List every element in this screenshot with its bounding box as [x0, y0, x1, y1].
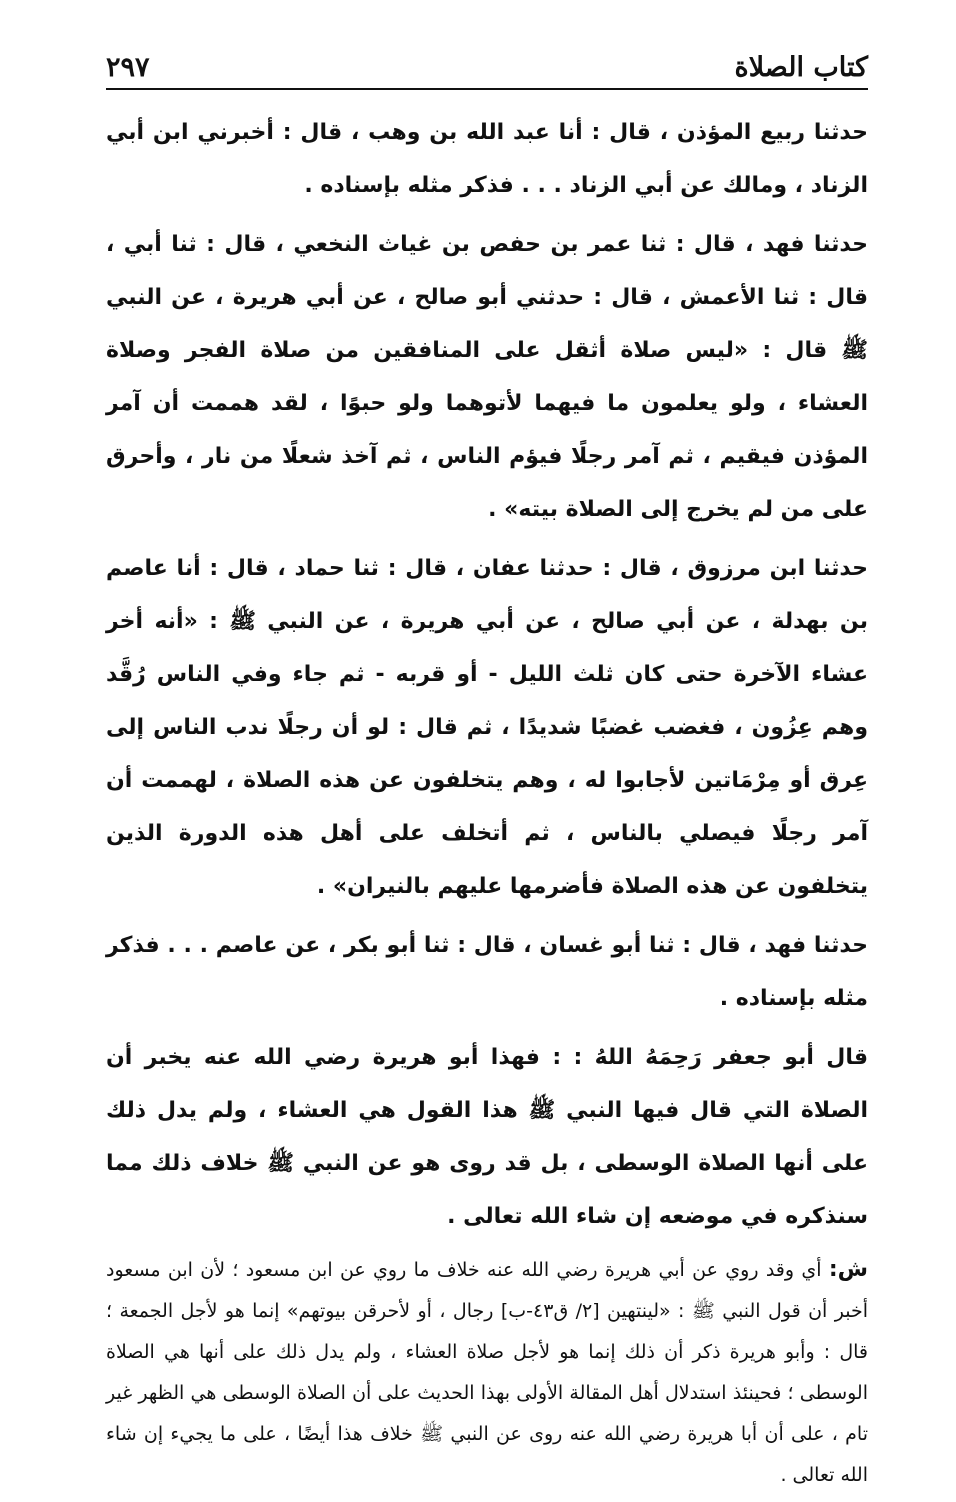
paragraph-isnad-rabi: حدثنا ربيع المؤذن ، قال : أنا عبد الله بن وهب ، قال : أخبرني ابن أبي الزناد ، ومالك عن أبي الزناد . . . فذكر مثله بإسناده .: [106, 120, 868, 198]
paragraph-isnad-fahd-abu-ghassan: حدثنا فهد ، قال : ثنا أبو غسان ، قال : ثنا أبو بكر ، عن عاصم . . . فذكر مثله بإسناده .: [106, 933, 868, 1011]
sharh-text: أي وقد روي عن أبي هريرة رضي الله عنه خلاف ما روي عن ابن مسعود ؛ لأن ابن مسعود أخبر أن قول النبي ﷺ : «لينتهين [٢/ ق٤٣-ب] رجال ، أو لأحرقن بيوتهم» إنما هو لأجل الجمعة ؛ قال : وأبو هريرة ذكر أن ذلك إنما هو لأجل صلاة العشاء ، ولم يدل ذلك على أنها هي الصلاة الوسطى ؛ فحينئذ استدلال أهل المقالة الأولى بهذا الحديث على أن الصلاة الوسطى هي الظهر غير تام ، على أن أبا هريرة رضي الله عنه روى عن النبي ﷺ خلاف هذا أيضًا ، على ما يجيء إن شاء الله تعالى .: [106, 1259, 868, 1486]
paragraph-hadith-fahd-amash: حدثنا فهد ، قال : ثنا عمر بن حفص بن غياث النخعي ، قال : ثنا أبي ، قال : ثنا الأعمش ، قال : حدثني أبو صالح ، عن أبي هريرة ، عن النبي ﷺ قال : «ليس صلاة أثقل على المنافقين من صلاة الفجر وصلاة العشاء ، ولو يعلمون ما فيهما لأتوهما ولو حبوًا ، لقد هممت أن آمر المؤذن فيقيم ، ثم آمر رجلًا فيؤم الناس ، ثم آخذ شعلًا من نار ، وأحرق على من لم يخرج إلى الصلاة بيته» .: [106, 232, 868, 522]
paragraph-hadith-ibn-marzuq: حدثنا ابن مرزوق ، قال : حدثنا عفان ، قال : ثنا حماد ، قال : أنا عاصم بن بهدلة ، عن أبي صالح ، عن أبي هريرة ، عن النبي ﷺ : «أنه أخر عشاء الآخرة حتى كان ثلث الليل - أو قربه - ثم جاء وفي الناس رُقَّد وهم عِزُون ، فغضب غضبًا شديدًا ، ثم قال : لو أن رجلًا ندب الناس إلى عِرق أو مِرْمَاتين لأجابوا له ، وهم يتخلفون عن هذه الصلاة ، لهممت أن آمر رجلًا فيصلي بالناس ، ثم أتخلف على أهل هذه الدورة الذين يتخلفون عن هذه الصلاة فأضرمها عليهم بالنيران» .: [106, 556, 868, 899]
sharh-prefix: ش:: [828, 1257, 868, 1282]
page-header: [106, 44, 868, 90]
page-body: [106, 106, 868, 1502]
page-number: ٢٩٧: [106, 52, 150, 83]
paragraph-abu-jafar-comment: قال أبو جعفر رَحِمَهُ اللهُ : : فهذا أبو هريرة رضي الله عنه يخبر أن الصلاة التي قال فيها النبي ﷺ هذا القول هي العشاء ، ولم يدل ذلك على أنها الصلاة الوسطى ، بل قد روى هو عن النبي ﷺ خلاف ذلك مما سنذكره في موضعه إن شاء الله تعالى .: [106, 1045, 868, 1229]
sharh-commentary: [106, 1249, 868, 1496]
chapter-title: كتاب الصلاة: [734, 52, 868, 83]
